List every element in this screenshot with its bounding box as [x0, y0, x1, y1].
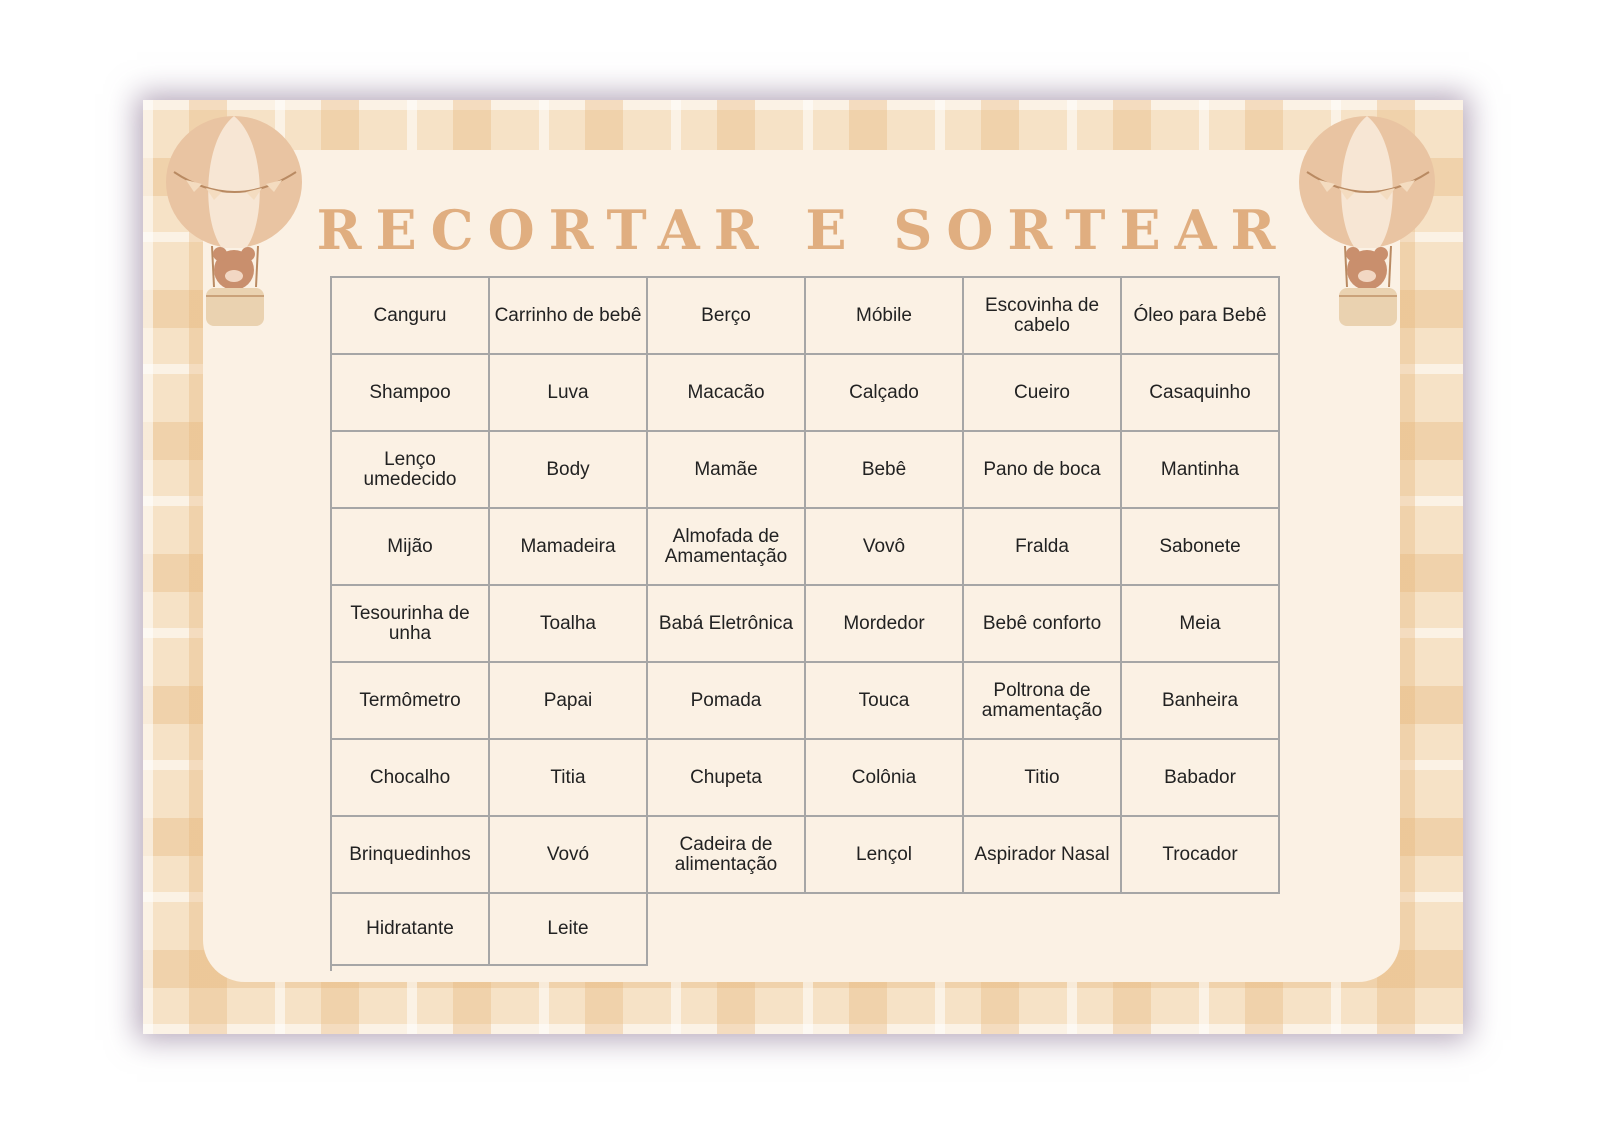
grid-cell: Touca [806, 663, 964, 740]
grid-cell: Calçado [806, 355, 964, 432]
grid-cell: Carrinho de bebê [490, 278, 648, 355]
grid-cell: Canguru [332, 278, 490, 355]
grid-cell: Cueiro [964, 355, 1122, 432]
grid-cell: Casaquinho [1122, 355, 1280, 432]
grid-cell: Mantinha [1122, 432, 1280, 509]
grid-cell: Vovó [490, 817, 648, 894]
grid-cell: Babá Eletrônica [648, 586, 806, 663]
grid-cell: Aspirador Nasal [964, 817, 1122, 894]
grid-cell: Vovô [806, 509, 964, 586]
grid-cell: Shampoo [332, 355, 490, 432]
grid-cell: Bebê conforto [964, 586, 1122, 663]
grid-cell: Óleo para Bebê [1122, 278, 1280, 355]
grid-cell: Banheira [1122, 663, 1280, 740]
grid-cell: Berço [648, 278, 806, 355]
grid-cell: Toalha [490, 586, 648, 663]
grid-cell: Babador [1122, 740, 1280, 817]
grid-cell: Lençol [806, 817, 964, 894]
grid-cell: Poltrona de amamentação [964, 663, 1122, 740]
grid-cell: Hidratante [332, 894, 490, 966]
grid-cell: Titia [490, 740, 648, 817]
grid-cell: Mordedor [806, 586, 964, 663]
grid-cell: Pomada [648, 663, 806, 740]
grid-cell: Almofada de Amamentação [648, 509, 806, 586]
grid-cell: Leite [490, 894, 648, 966]
grid-cell: Mamãe [648, 432, 806, 509]
grid-cell: Pano de boca [964, 432, 1122, 509]
grid-cell: Termômetro [332, 663, 490, 740]
grid-cell: Brinquedinhos [332, 817, 490, 894]
grid-cell: Macacão [648, 355, 806, 432]
grid-cell: Body [490, 432, 648, 509]
grid-cell: Meia [1122, 586, 1280, 663]
grid-cell: Móbile [806, 278, 964, 355]
page-title: RECORTAR E SORTEAR [316, 198, 1290, 262]
grid-cell: Bebê [806, 432, 964, 509]
grid-cell: Chupeta [648, 740, 806, 817]
grid-cell: Cadeira de alimentação [648, 817, 806, 894]
grid-cell: Mijão [332, 509, 490, 586]
items-grid [330, 276, 1280, 971]
grid-cell: Papai [490, 663, 648, 740]
grid-cell: Tesourinha de unha [332, 586, 490, 663]
grid-cell: Lenço umedecido [332, 432, 490, 509]
grid-cell: Mamadeira [490, 509, 648, 586]
grid-cell: Colônia [806, 740, 964, 817]
grid-cell: Luva [490, 355, 648, 432]
grid-cell: Escovinha de cabelo [964, 278, 1122, 355]
grid-cell: Fralda [964, 509, 1122, 586]
grid-cell: Sabonete [1122, 509, 1280, 586]
grid-cell: Chocalho [332, 740, 490, 817]
grid-cell: Titio [964, 740, 1122, 817]
grid-cell: Trocador [1122, 817, 1280, 894]
